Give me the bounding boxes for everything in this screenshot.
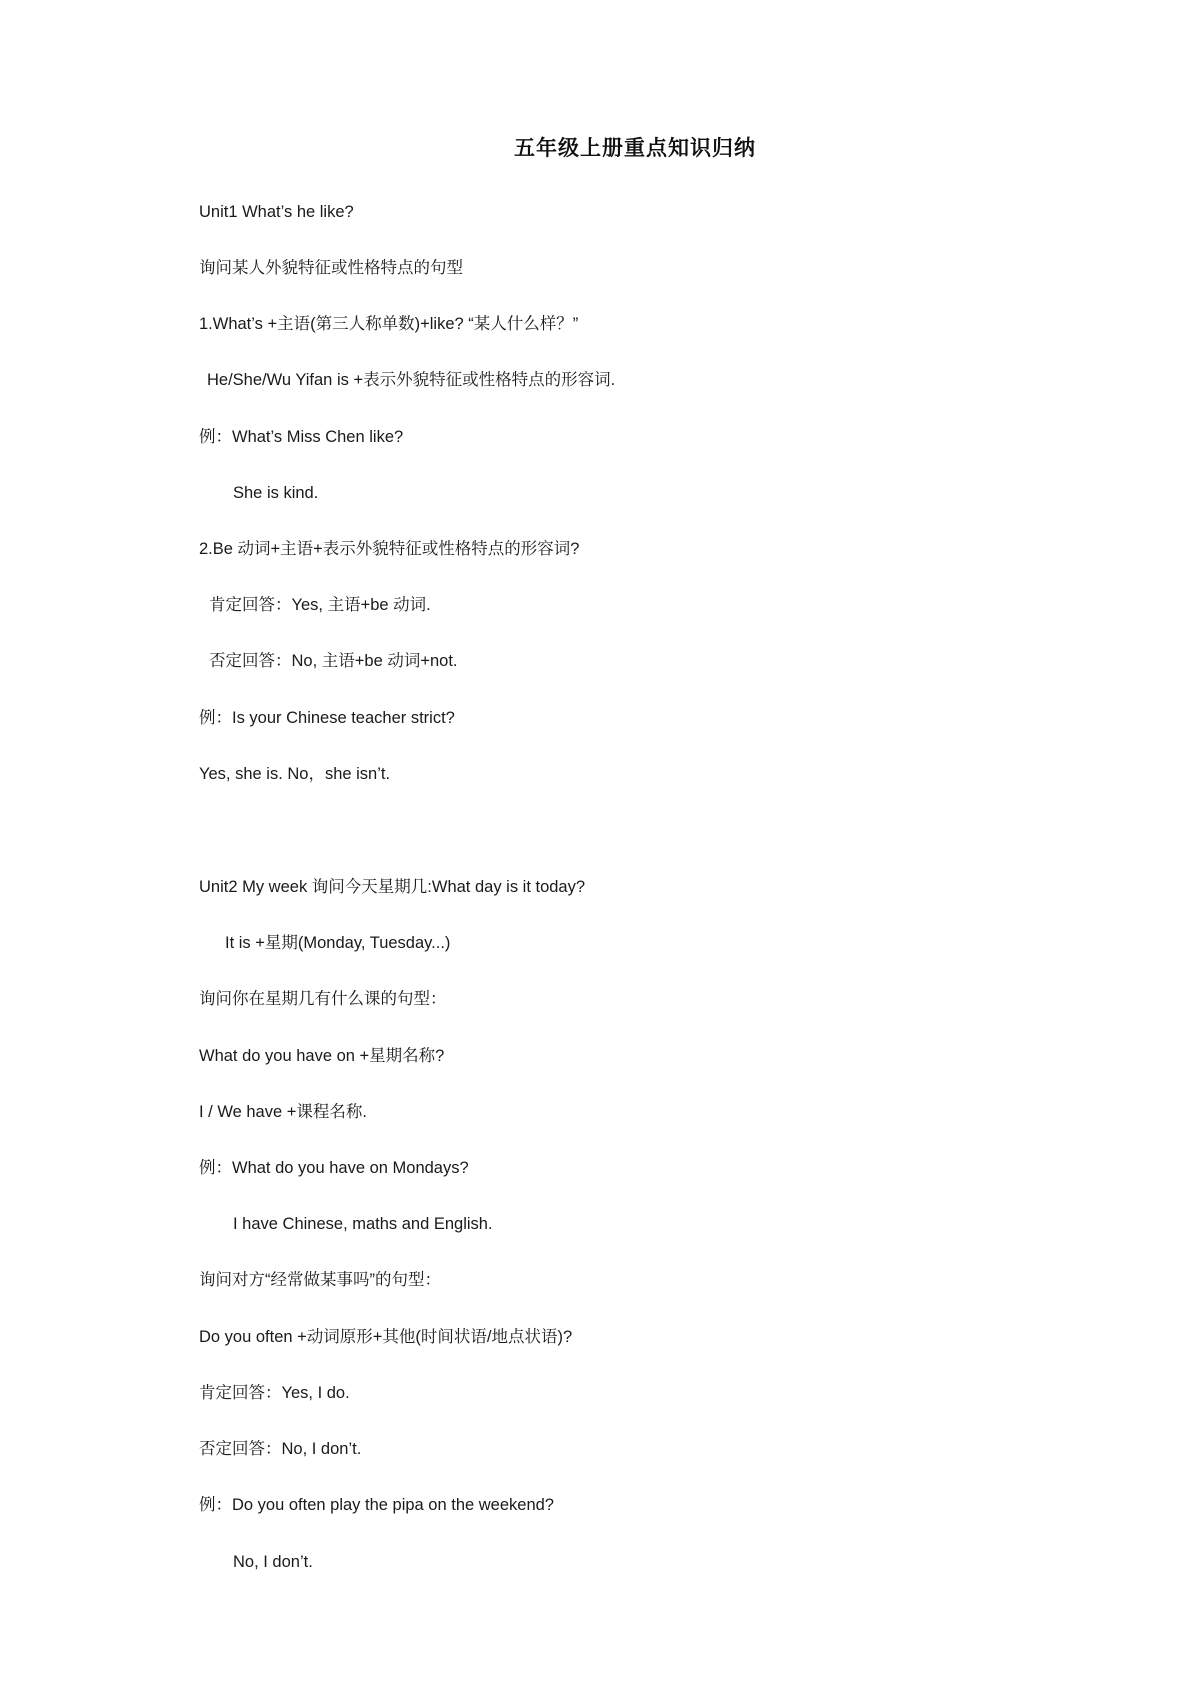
unit1-example1-answer: She is kind.: [233, 484, 319, 502]
unit1-intro: 询问某人外貌特征或性格特点的句型: [199, 259, 463, 277]
unit2-pattern-class-answer: I / We have +课程名称.: [199, 1103, 367, 1121]
unit2-intro-class: 询问你在星期几有什么课的句型：: [199, 990, 447, 1008]
unit2-often-yes: 肯定回答：Yes, I do.: [199, 1384, 350, 1402]
unit2-example-often-answer: No, I don’t.: [233, 1553, 313, 1571]
page-title: 五年级上册重点知识归纳: [514, 136, 756, 160]
unit2-pattern-often: Do you often +动词原形+其他(时间状语/地点状语)?: [199, 1328, 573, 1346]
unit2-often-no: 否定回答：No, I don’t.: [199, 1440, 362, 1458]
unit1-pattern2-yes: 肯定回答：Yes, 主语+be 动词.: [209, 596, 431, 614]
unit2-intro-often: 询问对方“经常做某事吗”的句型：: [199, 1271, 441, 1289]
unit1-pattern1: 1.What’s +主语(第三人称单数)+like? “某人什么样？”: [199, 315, 579, 333]
unit2-pattern-class: What do you have on +星期名称?: [199, 1047, 445, 1065]
unit2-heading: Unit2 My week 询问今天星期几:What day is it today?: [199, 878, 586, 896]
unit1-example2-question: 例：Is your Chinese teacher strict?: [199, 709, 455, 727]
unit1-example2-answer: Yes, she is. No，she isn’t.: [199, 765, 391, 783]
unit1-heading: Unit1 What’s he like?: [199, 203, 354, 221]
unit2-example-often-question: 例：Do you often play the pipa on the weekend?: [199, 1496, 554, 1514]
unit1-pattern2: 2.Be 动词+主语+表示外貌特征或性格特点的形容词?: [199, 540, 580, 558]
unit1-example1-question: 例：What’s Miss Chen like?: [199, 428, 404, 446]
unit2-example-class-answer: I have Chinese, maths and English.: [233, 1215, 493, 1233]
unit2-example-class-question: 例：What do you have on Mondays?: [199, 1159, 469, 1177]
unit1-pattern1-answer: He/She/Wu Yifan is +表示外貌特征或性格特点的形容词.: [207, 371, 616, 389]
unit1-pattern2-no: 否定回答：No, 主语+be 动词+not.: [209, 652, 458, 670]
unit2-answer-day: It is +星期(Monday, Tuesday...): [225, 934, 451, 952]
